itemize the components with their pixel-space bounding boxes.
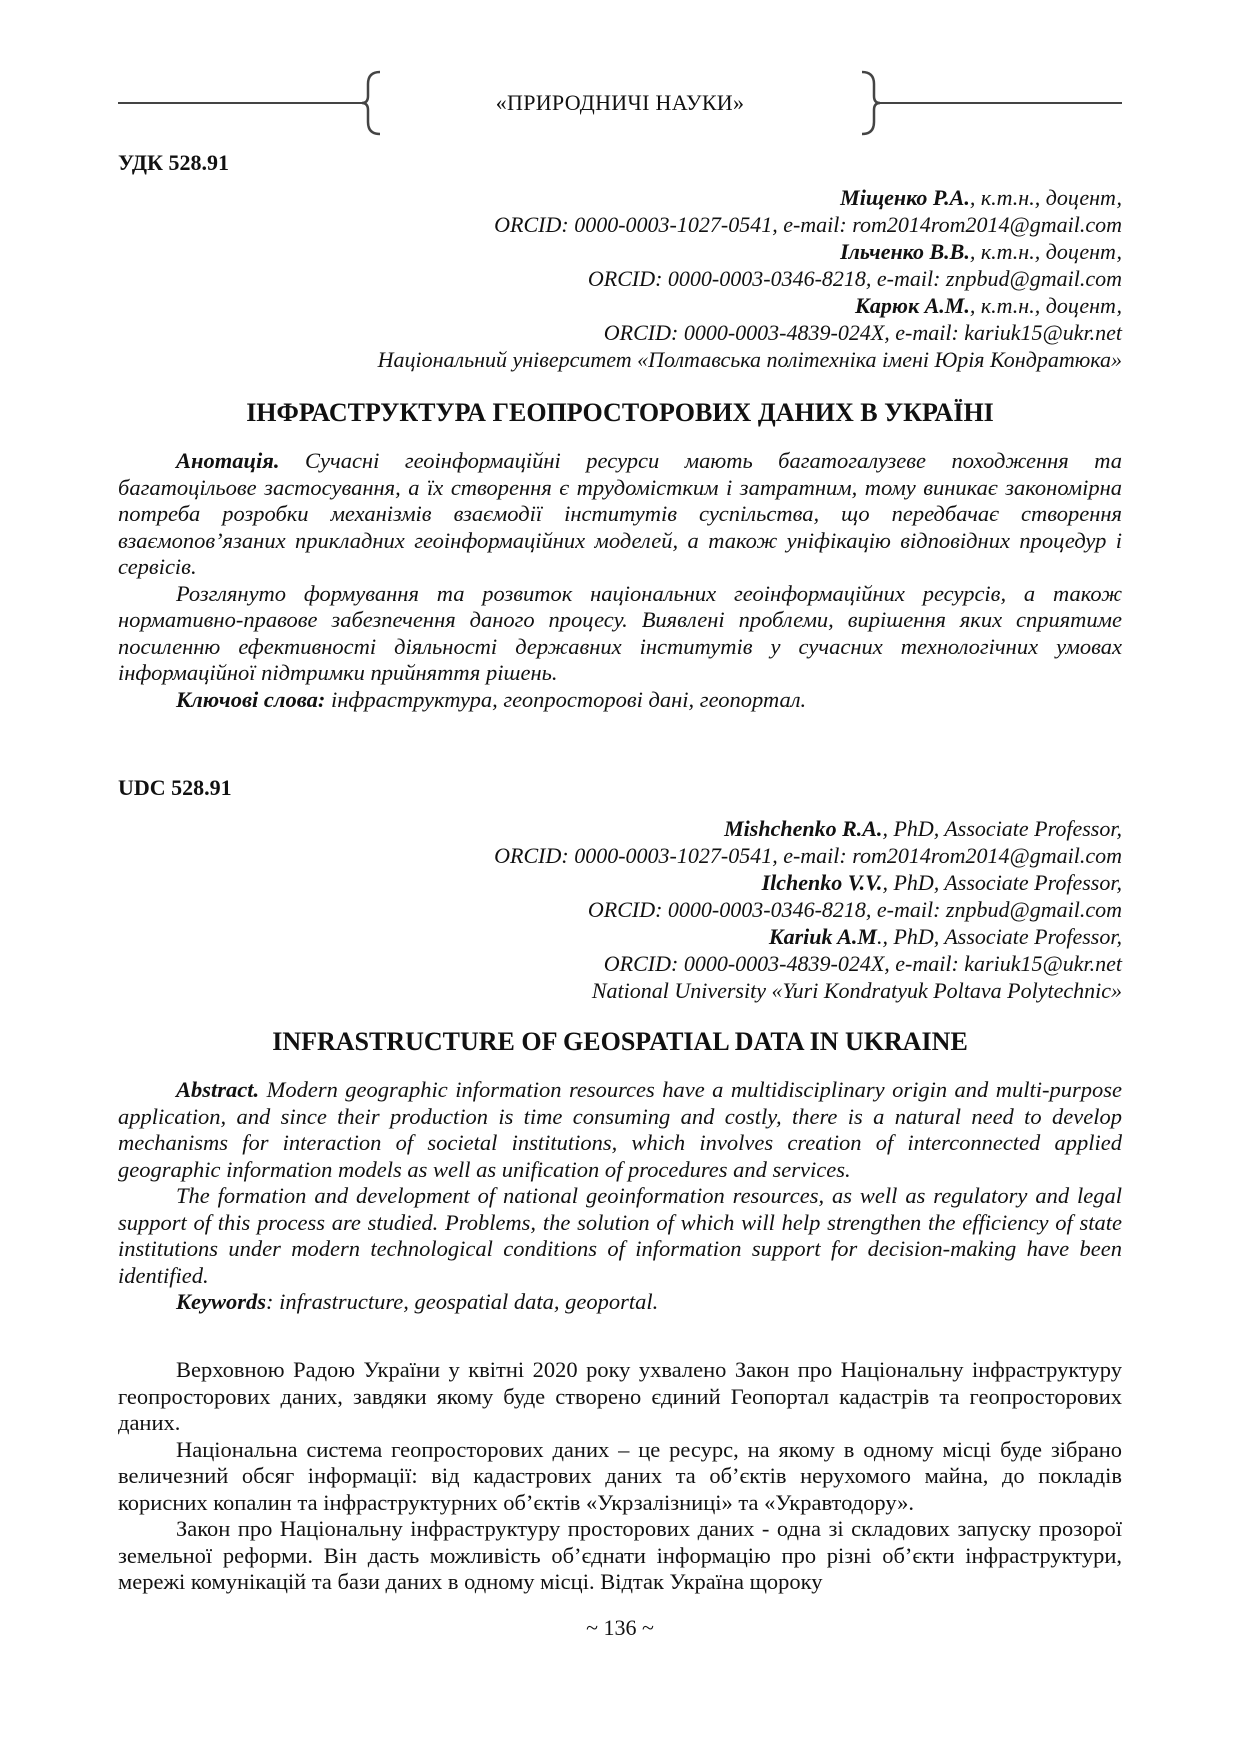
abstract-paragraph: The formation and development of national geoinformation resources, as well as regulatory and legal support of this process are studied. Problems, the solution of which will help strengthen the efficiency of state institutions under modern technological conditions of information support for decision-making have been identified. [118,1183,1122,1288]
abstract-ua [118,448,1122,713]
author-line: Карюк А.М., к.т.н., доцент, [854,293,1122,318]
body-paragraph: Закон про Національну інфраструктуру просторових даних - одна зі складових запуску прозорої земельної реформи. Він дасть можливість об’єднати інформацію про різні об’єкти інфраструктури, мережі комунікацій та бази даних в одному місці. Відтак Україна щороку [118,1516,1122,1594]
authors-en [118,815,1122,1004]
abstract-paragraph: Abstract. Modern geographic information resources have a multidisciplinary origin and multi-purpose application, and since their production is time consuming and costly, there is a natural need to develop mechanisms for interaction of societal institutions, which involves creation of interconnected applied geographic information models as well as unification of procedures and services. [118,1077,1122,1182]
author-orcid: ORCID: 0000-0003-1027-0541, e-mail: rom2014rom2014@gmail.com [494,843,1122,868]
author-orcid: ORCID: 0000-0003-0346-8218, e-mail: znpbud@gmail.com [587,266,1122,291]
author-line: Міщенко Р.А., к.т.н., доцент, [840,185,1122,210]
body-paragraph: Національна система геопросторових даних – це ресурс, на якому в одному місці буде зібрано величезний обсяг інформації: від кадастрових даних та об’єктів нерухомого майна, до покладів корисних копалин та інфраструктурних об’єктів «Укрзалізниці» та «Укравтодору». [118,1436,1122,1515]
author-orcid: ORCID: 0000-0003-4839-024X, e-mail: kariuk15@ukr.net [603,951,1122,976]
author-orcid: ORCID: 0000-0003-4839-024X, e-mail: kariuk15@ukr.net [603,320,1122,345]
running-header [118,60,1122,140]
keywords: Ключові слова: інфраструктура, геопросторові дані, геопортал. [176,686,807,712]
affiliation: National University «Yuri Kondratyuk Poltava Polytechnic» [591,978,1122,1003]
author-orcid: ORCID: 0000-0003-1027-0541, e-mail: rom2014rom2014@gmail.com [494,212,1122,237]
udc-ua: УДК 528.91 [118,150,230,175]
authors-ua [118,184,1122,373]
author-orcid: ORCID: 0000-0003-0346-8218, e-mail: znpbud@gmail.com [587,897,1122,922]
abstract-en [118,1077,1122,1316]
article-title-ua: ІНФРАСТРУКТУРА ГЕОПРОСТОРОВИХ ДАНИХ В УКРАЇНІ [246,398,994,427]
author-line: Kariuk A.M., PhD, Associate Professor, [768,924,1122,949]
body-paragraph: Верховною Радою України у квітні 2020 року ухвалено Закон про Національну інфраструктуру геопросторових даних, завдяки якому буде створено єдиний Геопортал кадастрів та геопросторових даних. [118,1357,1122,1435]
author-line: Ільченко В.В., к.т.н., доцент, [840,239,1122,264]
abstract-paragraph: Анотація. Сучасні геоінформаційні ресурси мають багатогалузеве походження та багатоцільове застосування, а їх створення є трудомістким і затратним, тому виникає закономірна потреба розробки механізмів взаємодії інститутів суспільства, що передбачає створення взаємопов’язаних прикладних геоінформаційних моделей, а також уніфікацію відповідних процедур і сервісів. [118,448,1122,579]
article-title-en: INFRASTRUCTURE OF GEOSPATIAL DATA IN UKRAINE [272,1027,968,1056]
document-page [118,0,1122,1754]
author-line: Mishchenko R.A., PhD, Associate Professor, [724,816,1122,841]
affiliation: Національний університет «Полтавська політехніка імені Юрія Кондратюка» [377,347,1122,372]
keywords: Keywords: infrastructure, geospatial data, geoportal. [176,1289,659,1314]
right-brace-icon [858,70,882,136]
header-rule-right [880,102,1122,104]
udc-en: UDC 528.91 [118,775,232,800]
author-line: Ilchenko V.V., PhD, Associate Professor, [761,870,1122,895]
header-title: «ПРИРОДНИЧІ НАУКИ» [495,90,745,115]
page-number: ~ 136 ~ [586,1615,654,1640]
body-text [118,1357,1122,1596]
abstract-paragraph: Розглянуто формування та розвиток національних геоінформаційних ресурсів, а також нормативно-правове забезпечення даного процесу. Виявлені проблеми, вирішення яких сприятиме посиленню ефективності діяльності державних інститутів у сучасних технологічних умовах інформаційної підтримки прийняття рішень. [118,580,1122,685]
